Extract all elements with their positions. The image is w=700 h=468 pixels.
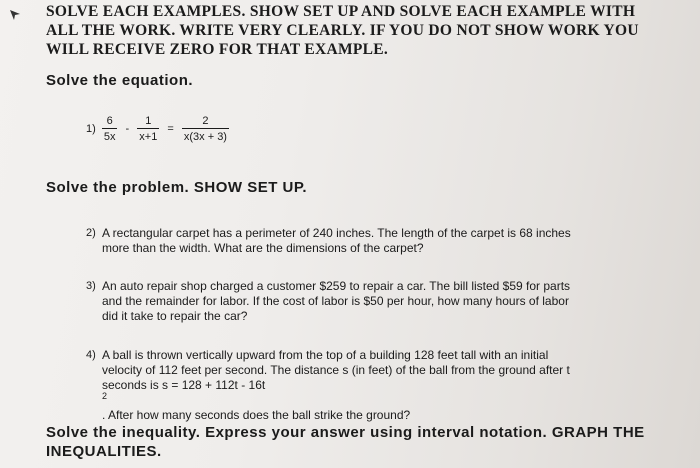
denominator: 5x (103, 131, 116, 143)
problem-3 (86, 279, 666, 324)
problem-2 (86, 226, 666, 256)
problem-number: 1) (86, 123, 96, 135)
problem-text-line: did it take to repair the car? (102, 309, 248, 323)
cursor-arrow-icon (8, 8, 22, 22)
numerator: 6 (102, 115, 118, 129)
problem-number: 4) (86, 349, 96, 361)
problem-text-line: A rectangular carpet has a perimeter of 240 inches. The length of the carpet is 68 inches (102, 226, 571, 240)
exponent: 2 (102, 391, 108, 401)
problem-text-line (102, 378, 666, 423)
fraction (137, 115, 159, 143)
equals-sign: = (167, 123, 174, 135)
fraction (102, 115, 118, 143)
minus-sign: - (125, 123, 130, 135)
section-line-2: INEQUALITIES. (46, 443, 162, 460)
fraction (182, 115, 229, 143)
denominator: x(3x + 3) (183, 131, 227, 143)
problem-text-line: An auto repair shop charged a customer $259 to repair a car. The bill listed $59 for parts (102, 279, 571, 293)
section-line-1: Solve the inequality. Express your answer using interval notation. GRAPH THE (46, 424, 645, 441)
numerator: 1 (137, 115, 159, 129)
denominator: x+1 (139, 131, 158, 143)
section-title-problem: Solve the problem. SHOW SET UP. (46, 179, 308, 196)
problem-text-line: A ball is thrown vertically upward from the top of a building 128 feet tall with an initial (102, 348, 549, 362)
formula-text-rest: . After how many seconds does the ball strike the ground? (102, 408, 411, 422)
problem-text-line: more than the width. What are the dimensions of the carpet? (102, 241, 424, 255)
section-title-inequality (46, 423, 645, 461)
header-line-1: SOLVE EACH EXAMPLES. SHOW SET UP AND SOLVE EACH EXAMPLE WITH (46, 3, 636, 20)
header-line-2: ALL THE WORK. WRITE VERY CLEARLY. IF YOU DO NOT SHOW WORK YOU (46, 22, 639, 39)
header-line-3: WILL RECEIVE ZERO FOR THAT EXAMPLE. (46, 41, 389, 58)
problem-4 (86, 348, 666, 423)
numerator: 2 (182, 115, 229, 129)
problem-text-line: velocity of 112 feet per second. The distance s (in feet) of the ball from the ground after t (102, 363, 570, 377)
problem-text-line: and the remainder for labor. If the cost of labor is $50 per hour, how many hours of labor (102, 294, 569, 308)
formula-text: seconds is s = 128 + 112t - 16t (102, 378, 266, 392)
problem-number: 3) (86, 280, 96, 292)
section-title-equation: Solve the equation. (46, 72, 194, 89)
problem-number: 2) (86, 227, 96, 239)
instructions-header (46, 2, 696, 59)
equation-1 (86, 115, 229, 143)
